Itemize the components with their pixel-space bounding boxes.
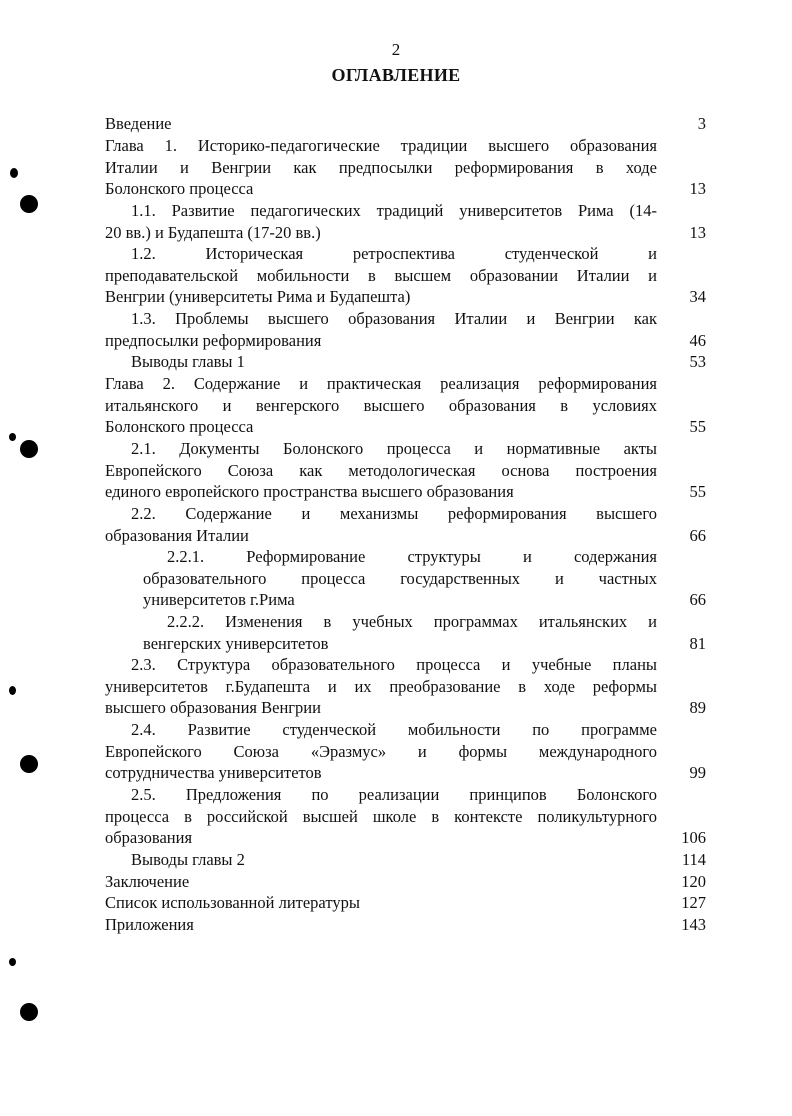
toc-entry-text: венгерских университетов	[143, 633, 329, 653]
toc-entry-text: единого европейского пространства высшего образования	[105, 482, 514, 501]
toc-entry-text: Болонского процесса	[105, 179, 254, 198]
toc-entry-text: 1.3. Проблемы высшего образования Италии и Венгрии как	[131, 309, 657, 328]
toc-entry-text: 2.1. Документы Болонского процесса и нормативные акты	[131, 439, 657, 458]
toc-page-number: 55	[689, 417, 706, 436]
toc-entry-text: сотрудничества университетов	[105, 763, 322, 782]
page-title: ОГЛАВЛЕНИЕ	[331, 65, 461, 85]
toc-page-number: 66	[689, 525, 706, 545]
toc-entry-text: Европейского Союза как методологическая основа построения	[105, 460, 657, 480]
toc-entry-text: университетов г.Рима	[143, 590, 295, 609]
scan-speck	[9, 433, 16, 441]
toc-page-number: 114	[681, 850, 706, 869]
page-number: 2	[391, 40, 401, 59]
toc-entry-text: Заключение	[105, 872, 190, 891]
toc-page-number: 66	[689, 590, 706, 609]
scan-speck	[10, 168, 18, 178]
toc-page-number: 46	[689, 330, 706, 350]
toc-page-number: 127	[681, 893, 706, 912]
toc-entry-text: высшего образования Венгрии	[105, 698, 321, 717]
toc-page-number: 3	[697, 114, 706, 133]
toc-entry-text: 20 вв.) и Будапешта (17-20 вв.)	[105, 222, 321, 242]
toc-entry-text: процесса в российской высшей школе в контексте поликультурного	[105, 806, 657, 826]
toc-page-number: 13	[689, 179, 706, 198]
toc-entry-text: Венгрии (университеты Рима и Будапешта)	[105, 287, 411, 306]
toc-entry-text: Введение	[105, 114, 172, 133]
toc-entry-text: итальянского и венгерского высшего образования в условиях	[105, 395, 657, 415]
binder-hole	[20, 1003, 38, 1021]
toc-entry-text: 1.1. Развитие педагогических традиций университетов Рима (14-	[131, 201, 657, 220]
toc-entry-text: университетов г.Будапешта и их преобразование в ходе реформы	[105, 676, 657, 696]
toc-page-number: 34	[689, 287, 706, 306]
toc-entry-text: 1.2. Историческая ретроспектива студенческой и	[131, 244, 657, 263]
toc-page-number: 89	[689, 698, 706, 717]
toc-entry-text: 2.2.2. Изменения в учебных программах итальянских и	[167, 612, 657, 631]
toc-page-number: 81	[689, 633, 706, 653]
toc-page-number: 99	[689, 763, 706, 782]
toc-entry-text: Глава 2. Содержание и практическая реализация реформирования	[105, 374, 657, 393]
toc-entry-text: Италии и Венгрии как предпосылки реформирования в ходе	[105, 157, 657, 177]
binder-hole	[20, 755, 38, 773]
binder-hole	[20, 195, 38, 213]
toc-entry-text: 2.3. Структура образовательного процесса и учебные планы	[131, 655, 657, 674]
toc-page-number: 53	[689, 352, 706, 371]
toc-entry-text: Болонского процесса	[105, 417, 254, 436]
toc-page-number: 106	[681, 828, 706, 847]
toc-entry-text: Список использованной литературы	[105, 893, 360, 912]
scan-speck	[9, 958, 16, 966]
toc-entry-text: образования	[105, 828, 193, 847]
toc-entry-text: 2.2.1. Реформирование структуры и содержания	[167, 547, 657, 566]
toc-page-number: 143	[681, 915, 706, 934]
toc-entry-text: Европейского Союза «Эразмус» и формы международного	[105, 741, 657, 761]
toc-entry-text: Приложения	[105, 915, 194, 934]
toc-entry-text: предпосылки реформирования	[105, 330, 322, 350]
toc-entry-text: 2.4. Развитие студенческой мобильности по программе	[131, 720, 657, 739]
toc-entry-text: образовательного процесса государственных и частных	[143, 568, 657, 588]
toc-entry-text: образования Италии	[105, 525, 249, 545]
toc-entry-text: Глава 1. Историко-педагогические традиции высшего образования	[105, 136, 657, 155]
toc-page-number: 55	[689, 482, 706, 501]
toc-entry-text: Выводы главы 1	[131, 352, 245, 371]
scan-speck	[9, 686, 16, 695]
toc-page-number: 120	[681, 872, 706, 891]
toc-page-number: 13	[689, 222, 706, 242]
toc-entry-text: 2.5. Предложения по реализации принципов Болонского	[131, 785, 657, 804]
binder-hole	[20, 440, 38, 458]
toc-entry-text: Выводы главы 2	[131, 850, 245, 869]
toc-entry-text: преподавательской мобильности в высшем образовании Италии и	[105, 265, 657, 285]
toc-entry-text: 2.2. Содержание и механизмы реформирования высшего	[131, 504, 657, 523]
